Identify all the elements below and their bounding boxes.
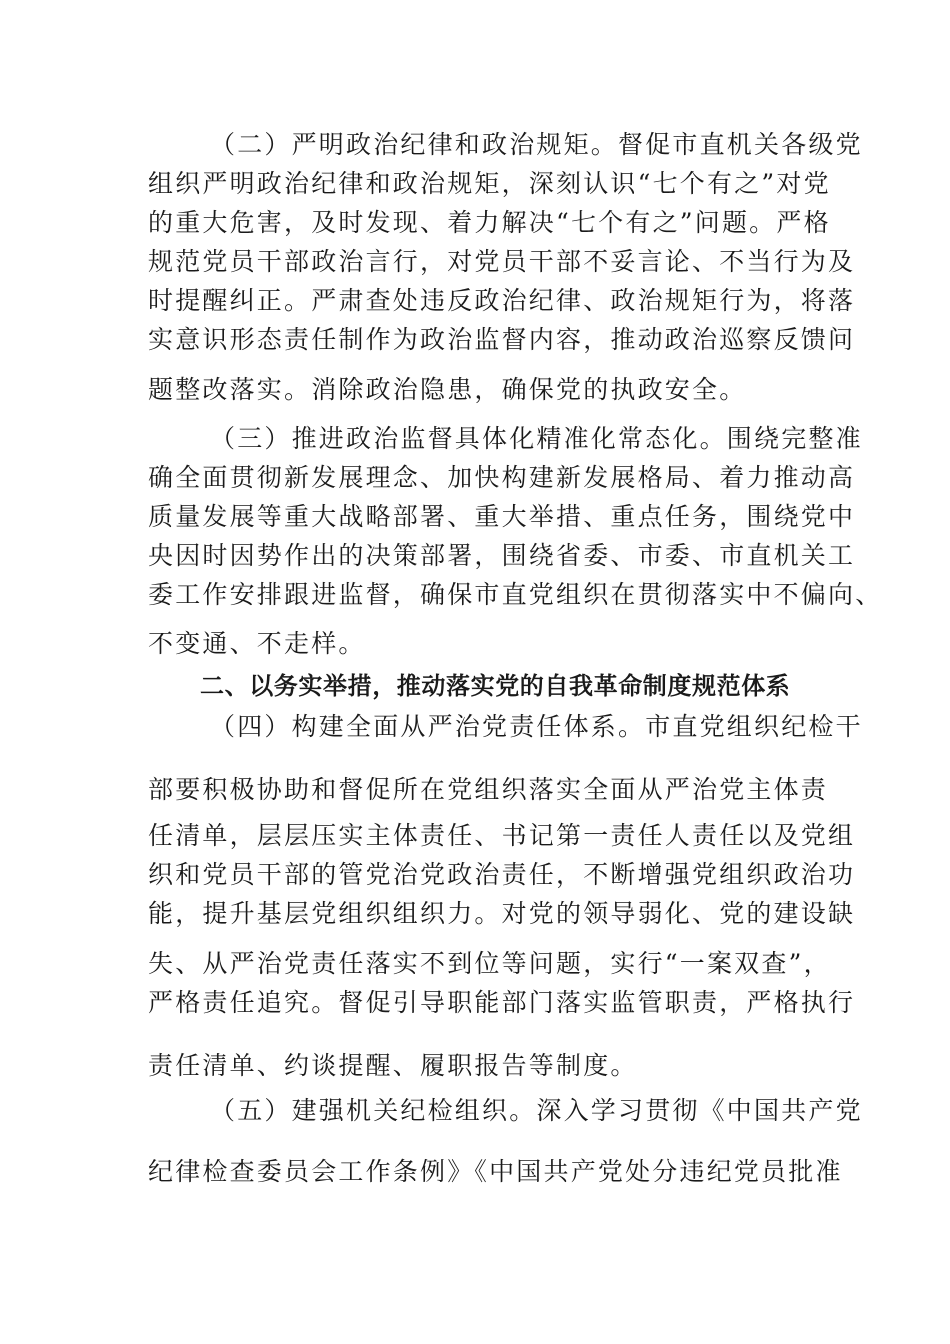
paragraph-2-line-1: （二）严明政治纪律和政治规矩。督促市直机关各级党 <box>210 130 863 159</box>
paragraph-3-line-6: 不变通、不走样。 <box>148 629 366 658</box>
paragraph-4-line-6: 失、从严治党责任落实不到位等问题，实行“一案双查”， <box>148 949 831 978</box>
paragraph-2-line-6: 实意识形态责任制作为政治监督内容，推动政治巡察反馈问 <box>148 325 856 354</box>
paragraph-4-line-7: 严格责任追究。督促引导职能部门落实监管职责，严格执行 <box>148 988 856 1017</box>
paragraph-5-line-2: 纪律检查委员会工作条例》《中国共产党处分违纪党员批准 <box>148 1157 843 1186</box>
paragraph-3-line-1: （三）推进政治监督具体化精准化常态化。围绕完整准 <box>210 424 863 453</box>
paragraph-2-line-5: 时提醒纠正。严肃查处违反政治纪律、政治规矩行为，将落 <box>148 286 856 315</box>
paragraph-3-line-4: 央因时因势作出的决策部署，围绕省委、市委、市直机关工 <box>148 541 856 570</box>
paragraph-2-line-2: 组织严明政治纪律和政治规矩，深刻认识“七个有之”对党 <box>148 169 831 198</box>
paragraph-2-line-7: 题整改落实。消除政治隐患，确保党的执政安全。 <box>148 375 747 404</box>
paragraph-2-line-3: 的重大危害，及时发现、着力解决“七个有之”问题。严格 <box>148 208 831 237</box>
section-heading: 二、以务实举措，推动落实党的自我革命制度规范体系 <box>200 672 791 700</box>
paragraph-4-line-3: 任清单，层层压实主体责任、书记第一责任人责任以及党组 <box>148 821 856 850</box>
paragraph-4-line-4: 织和党员干部的管党治党政治责任，不断增强党组织政治功 <box>148 860 856 889</box>
paragraph-3-line-2: 确全面贯彻新发展理念、加快构建新发展格局、着力推动高 <box>148 463 856 492</box>
paragraph-3-line-3: 质量发展等重大战略部署、重大举措、重点任务，围绕党中 <box>148 502 856 531</box>
paragraph-3-line-5: 委工作安排跟进监督，确保市直党组织在贯彻落实中不偏向、 <box>148 580 883 609</box>
paragraph-2-line-4: 规范党员干部政治言行，对党员干部不妥言论、不当行为及 <box>148 247 856 276</box>
paragraph-4-line-5: 能，提升基层党组织组织力。对党的领导弱化、党的建设缺 <box>148 899 856 928</box>
paragraph-5-line-1: （五）建强机关纪检组织。深入学习贯彻《中国共产党 <box>210 1096 863 1125</box>
paragraph-4-line-2: 部要积极协助和督促所在党组织落实全面从严治党主体责 <box>148 775 829 804</box>
paragraph-4-line-8: 责任清单、约谈提醒、履职报告等制度。 <box>148 1051 638 1080</box>
paragraph-4-line-1: （四）构建全面从严治党责任体系。市直党组织纪检干 <box>210 712 863 741</box>
